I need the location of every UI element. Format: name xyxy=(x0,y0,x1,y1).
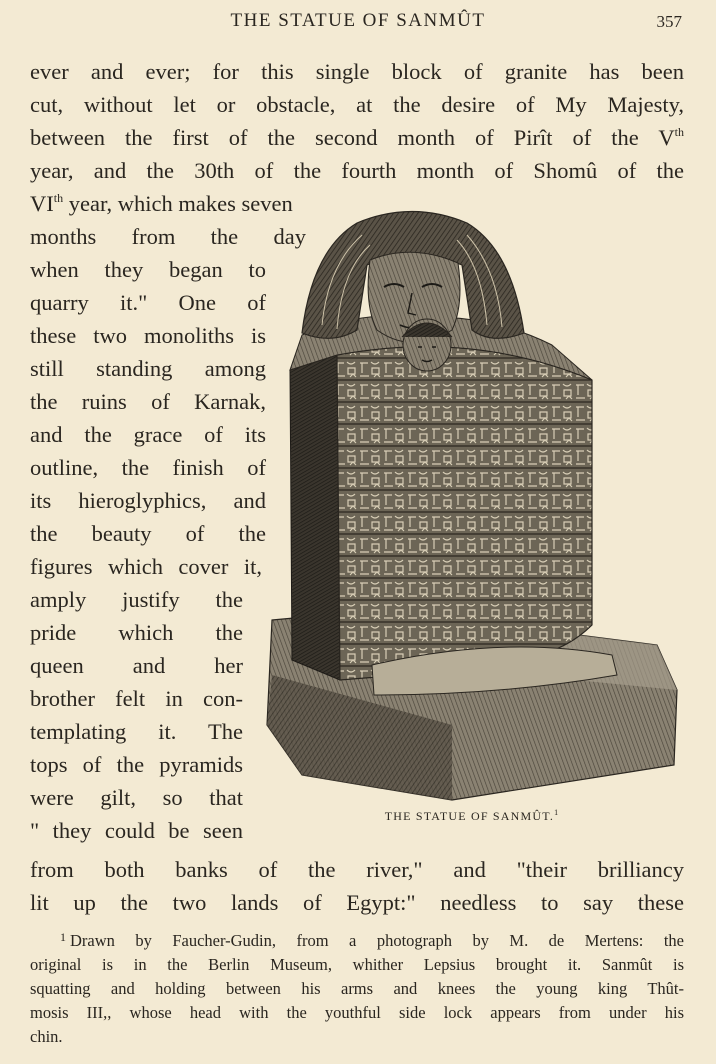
body-line: these two monoliths is xyxy=(30,323,266,348)
body-line: figures which cover it, xyxy=(30,554,262,579)
body-line: quarry it." One of xyxy=(30,290,266,315)
ordinal-superscript: th xyxy=(674,125,684,139)
body-line: months from the day xyxy=(30,224,306,249)
ordinal-superscript: th xyxy=(53,191,64,205)
running-title: THE STATUE OF SANMÛT xyxy=(230,10,486,31)
body-line: and the grace of its xyxy=(30,422,266,447)
body-line: pride which the xyxy=(30,620,243,645)
footnote-text: Drawn by Faucher-Gudin, from a photograph by M. de Mertens: the xyxy=(70,931,684,950)
body-line-text: year, which makes seven xyxy=(63,191,293,216)
footnote-line: squatting and holding between his arms and knees the young king Thût- xyxy=(30,979,684,998)
body-line: amply justify the xyxy=(30,587,243,612)
footnote-mark: 1 xyxy=(60,930,66,944)
body-line: the beauty of the xyxy=(30,521,266,546)
page-header xyxy=(0,10,716,38)
body-line: were gilt, so that xyxy=(30,785,243,810)
footnote-reference: 1 xyxy=(554,808,560,817)
page-number: 357 xyxy=(656,12,682,31)
footnote-line: original is in the Berlin Museum, whither Lepsius brought it. Sanmût is xyxy=(30,955,684,974)
footnote-line xyxy=(30,929,684,953)
body-line: year, and the 30th of the fourth month of Shomû of the xyxy=(30,158,684,183)
statue-engraving xyxy=(262,205,682,805)
body-line-text: between the first of the second month of Pirît of the V xyxy=(30,125,675,150)
body-line: when they began to xyxy=(30,257,266,282)
statue-illustration xyxy=(262,205,682,805)
body-line xyxy=(30,121,684,154)
body-line: lit up the two lands of Egypt:" needless to say these xyxy=(30,890,684,915)
body-line: tops of the pyramids xyxy=(30,752,243,777)
body-line: still standing among xyxy=(30,356,266,381)
body-line: queen and her xyxy=(30,653,243,678)
body-line: " they could be seen xyxy=(30,818,243,843)
footnote-line: mosis III,, whose head with the youthful side lock appears from under his xyxy=(30,1003,684,1022)
body-line: brother felt in con- xyxy=(30,686,243,711)
caption-text: THE STATUE OF SANMÛT. xyxy=(384,809,555,823)
body-line: outline, the finish of xyxy=(30,455,266,480)
footnote-line: chin. xyxy=(30,1027,63,1046)
body-line: templating it. The xyxy=(30,719,243,744)
body-line: its hieroglyphics, and xyxy=(30,488,266,513)
body-line: cut, without let or obstacle, at the desire of My Majesty, xyxy=(30,92,684,117)
figure-caption xyxy=(262,806,682,826)
body-line: ever and ever; for this single block of granite has been xyxy=(30,59,684,84)
body-line: from both banks of the river," and "their brilliancy xyxy=(30,857,684,882)
body-line-text: VI xyxy=(30,191,54,216)
body-line: the ruins of Karnak, xyxy=(30,389,266,414)
